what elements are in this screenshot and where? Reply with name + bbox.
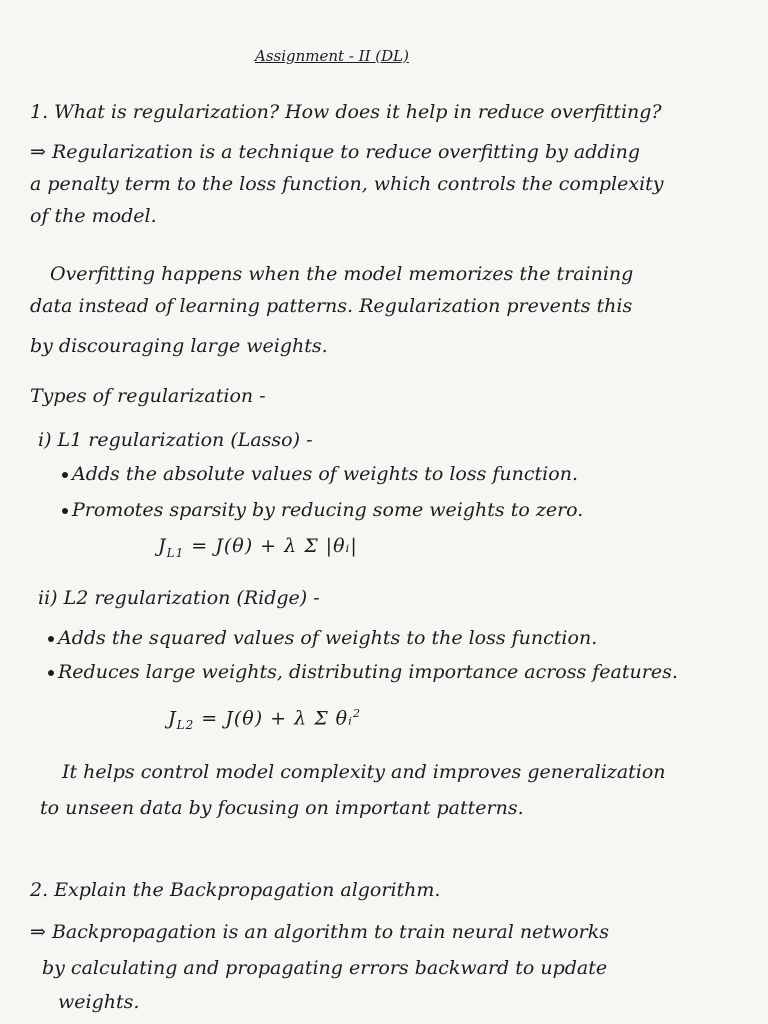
page-title: Assignment - II (DL) — [255, 47, 409, 65]
l2-bullet-1: Adds the squared values of weights to the loss function. — [48, 626, 597, 650]
l2-formula: $J_{L2} = J(\theta) + \lambda$ Σ θᵢ$^2$ — [168, 707, 361, 733]
question-1: 1. What is regularization? How does it help in reduce overfitting? — [30, 101, 662, 123]
bullet-dot-icon — [62, 508, 68, 514]
q1-answer-line-3: of the model. — [30, 205, 157, 227]
bullet-dot-icon — [48, 636, 54, 642]
l2-heading: ii) L2 regularization (Ridge) - — [38, 587, 320, 609]
conclusion-line-1: It helps control model complexity and improves generalization — [62, 761, 666, 783]
l2-bullet-2: Reduces large weights, distributing importance across features. — [48, 660, 678, 684]
conclusion-line-2: to unseen data by focusing on important patterns. — [40, 797, 524, 819]
q2-answer-line-3: weights. — [58, 991, 140, 1013]
q2-answer-line-2: by calculating and propagating errors backward to update — [42, 957, 608, 979]
types-heading: Types of regularization - — [30, 385, 266, 407]
q2-answer-line-1: ⇒ Backpropagation is an algorithm to train neural networks — [30, 921, 609, 943]
q1-para2-line-3: by discouraging large weights. — [30, 335, 328, 357]
q1-para2-line-1: Overfitting happens when the model memorizes the training — [50, 263, 634, 285]
l1-bullet-1: Adds the absolute values of weights to loss function. — [62, 462, 578, 486]
q1-answer-line-2: a penalty term to the loss function, which controls the complexity — [30, 173, 664, 195]
q1-answer-line-1: ⇒ Regularization is a technique to reduce overfitting by adding — [30, 141, 641, 163]
l1-formula: $J_{L1} = J(\theta) + \lambda$ Σ |θᵢ| — [158, 535, 358, 560]
question-2: 2. Explain the Backpropagation algorithm. — [30, 879, 441, 901]
l1-bullet-2: Promotes sparsity by reducing some weights to zero. — [62, 498, 583, 522]
q1-para2-line-2: data instead of learning patterns. Regularization prevents this — [30, 295, 633, 317]
bullet-dot-icon — [48, 670, 54, 676]
l1-heading: i) L1 regularization (Lasso) - — [38, 429, 313, 451]
bullet-dot-icon — [62, 472, 68, 478]
